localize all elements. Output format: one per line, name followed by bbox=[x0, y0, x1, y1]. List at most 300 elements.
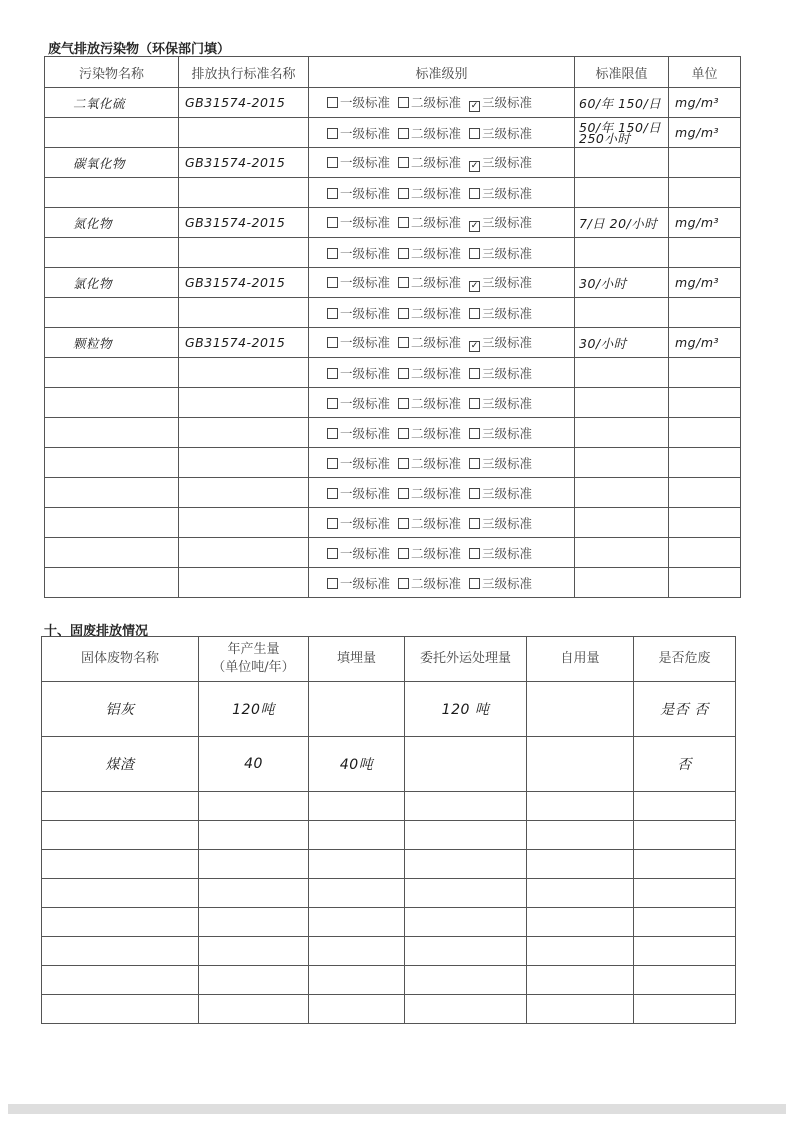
standard-name-cell[interactable]: GB31574-2015 bbox=[179, 268, 309, 298]
level-option bbox=[327, 514, 390, 532]
pollutant-name-cell[interactable] bbox=[45, 118, 179, 148]
level-option-label: 一级标准 bbox=[340, 215, 391, 230]
level-option bbox=[398, 574, 461, 592]
unit-cell[interactable]: mg/m³ bbox=[669, 118, 741, 148]
annual-amount-cell[interactable]: 40 bbox=[199, 737, 309, 792]
landfill-cell[interactable] bbox=[309, 995, 405, 1024]
level-checkbox[interactable]: ✓ bbox=[470, 221, 479, 231]
pollutant-name-cell[interactable] bbox=[45, 448, 179, 478]
unit-cell[interactable] bbox=[669, 148, 741, 178]
level-checkbox[interactable] bbox=[469, 578, 480, 589]
outsourced-cell[interactable] bbox=[405, 908, 527, 937]
standard-name-cell[interactable] bbox=[179, 298, 309, 328]
hazardous-cell[interactable] bbox=[634, 792, 736, 821]
waste-name-cell[interactable] bbox=[42, 879, 199, 908]
standard-level-cell bbox=[309, 358, 575, 388]
level-option bbox=[327, 244, 390, 262]
standard-limit-cell[interactable]: 30/小时 bbox=[575, 268, 669, 298]
level-checkbox[interactable] bbox=[398, 157, 409, 168]
standard-limit-cell[interactable] bbox=[575, 568, 669, 598]
hazardous-cell[interactable] bbox=[634, 995, 736, 1024]
standard-limit-cell[interactable]: 7/日 20/小时 bbox=[575, 208, 669, 238]
level-option bbox=[398, 304, 461, 322]
self-use-cell[interactable] bbox=[527, 850, 634, 879]
landfill-cell[interactable] bbox=[309, 682, 405, 737]
standard-level-cell bbox=[309, 478, 575, 508]
standard-limit-cell[interactable] bbox=[575, 538, 669, 568]
level-checkbox[interactable] bbox=[398, 488, 409, 499]
standard-name-cell[interactable]: GB31574-2015 bbox=[179, 208, 309, 238]
level-option bbox=[398, 93, 461, 111]
standard-name-cell[interactable]: GB31574-2015 bbox=[179, 88, 309, 118]
level-checkbox[interactable]: ✓ bbox=[470, 281, 479, 291]
standard-name-cell[interactable] bbox=[179, 538, 309, 568]
level-option bbox=[398, 514, 461, 532]
annual-amount-cell[interactable]: 120吨 bbox=[199, 682, 309, 737]
annual-amount-cell[interactable] bbox=[199, 937, 309, 966]
standard-name-cell[interactable] bbox=[179, 358, 309, 388]
solid-waste-row bbox=[42, 966, 736, 995]
level-option bbox=[469, 333, 532, 352]
unit-cell[interactable] bbox=[669, 388, 741, 418]
level-option-label: 一级标准 bbox=[340, 155, 391, 170]
level-checkbox[interactable] bbox=[327, 188, 338, 199]
annual-amount-cell[interactable] bbox=[199, 821, 309, 850]
level-checkbox[interactable] bbox=[398, 188, 409, 199]
level-option-label: 二级标准 bbox=[411, 245, 462, 261]
level-checkbox[interactable] bbox=[398, 368, 409, 379]
emissions-header-row bbox=[45, 57, 741, 88]
landfill-cell[interactable] bbox=[309, 821, 405, 850]
unit-cell[interactable] bbox=[669, 448, 741, 478]
level-option bbox=[469, 484, 532, 502]
emission-row bbox=[45, 268, 741, 298]
hazardous-cell[interactable] bbox=[634, 966, 736, 995]
standard-name-cell[interactable] bbox=[179, 478, 309, 508]
standard-name-cell[interactable] bbox=[179, 568, 309, 598]
pollutant-name-cell[interactable] bbox=[45, 418, 179, 448]
hazardous-cell[interactable]: 是否 否 bbox=[634, 682, 736, 737]
outsourced-cell[interactable] bbox=[405, 879, 527, 908]
level-option bbox=[398, 484, 461, 502]
level-option-label: 一级标准 bbox=[340, 125, 391, 141]
standard-level-cell bbox=[309, 448, 575, 478]
level-checkbox[interactable] bbox=[398, 578, 409, 589]
level-option bbox=[469, 184, 532, 202]
level-checkbox[interactable] bbox=[398, 398, 409, 409]
level-checkbox[interactable] bbox=[327, 518, 338, 529]
level-option bbox=[327, 574, 390, 592]
solid-waste-row bbox=[42, 879, 736, 908]
standard-level-cell bbox=[309, 508, 575, 538]
self-use-cell[interactable] bbox=[527, 821, 634, 850]
level-option-label: 三级标准 bbox=[482, 515, 533, 531]
landfill-cell[interactable] bbox=[309, 966, 405, 995]
unit-cell[interactable]: mg/m³ bbox=[669, 328, 741, 358]
level-option-label: 一级标准 bbox=[340, 395, 391, 411]
solid-waste-row bbox=[42, 737, 736, 792]
standard-limit-cell[interactable] bbox=[575, 238, 669, 268]
level-checkbox[interactable] bbox=[469, 368, 480, 379]
pollutant-name-cell[interactable] bbox=[45, 178, 179, 208]
hazardous-cell[interactable] bbox=[634, 908, 736, 937]
hazardous-cell[interactable] bbox=[634, 821, 736, 850]
level-checkbox[interactable] bbox=[327, 578, 338, 589]
standard-level-cell bbox=[309, 178, 575, 208]
level-checkbox[interactable] bbox=[327, 308, 338, 319]
hazardous-cell[interactable] bbox=[634, 937, 736, 966]
level-option-label: 一级标准 bbox=[340, 365, 391, 381]
outsourced-cell[interactable] bbox=[405, 995, 527, 1024]
emissions-section-title: 废气排放污染物（环保部门填） bbox=[48, 42, 231, 57]
level-option bbox=[398, 424, 461, 442]
level-checkbox[interactable] bbox=[327, 157, 338, 168]
emission-row bbox=[45, 238, 741, 268]
level-checkbox[interactable] bbox=[327, 458, 338, 469]
annual-amount-cell[interactable] bbox=[199, 966, 309, 995]
standard-name-cell[interactable] bbox=[179, 238, 309, 268]
level-checkbox[interactable] bbox=[398, 217, 409, 228]
emission-row bbox=[45, 388, 741, 418]
standard-level-cell bbox=[309, 538, 575, 568]
level-option-label: 二级标准 bbox=[411, 335, 462, 350]
pollutant-name-cell[interactable] bbox=[45, 388, 179, 418]
pollutant-name-cell[interactable] bbox=[45, 358, 179, 388]
level-option-label: 三级标准 bbox=[482, 275, 533, 290]
level-option-label: 三级标准 bbox=[482, 215, 533, 230]
level-checkbox[interactable] bbox=[469, 518, 480, 529]
emission-row bbox=[45, 148, 741, 178]
self-use-cell[interactable] bbox=[527, 879, 634, 908]
level-option bbox=[398, 213, 461, 231]
level-option-label: 二级标准 bbox=[411, 155, 462, 170]
solid-waste-row bbox=[42, 937, 736, 966]
level-checkbox[interactable] bbox=[398, 128, 409, 139]
level-option bbox=[327, 273, 390, 291]
outsourced-cell[interactable]: 120 吨 bbox=[405, 682, 527, 737]
level-option bbox=[469, 394, 532, 412]
level-option bbox=[398, 273, 461, 291]
level-option bbox=[327, 153, 390, 171]
unit-cell[interactable] bbox=[669, 508, 741, 538]
outsourced-cell[interactable] bbox=[405, 792, 527, 821]
level-option-label: 二级标准 bbox=[411, 575, 462, 591]
waste-name-cell[interactable] bbox=[42, 937, 199, 966]
level-checkbox[interactable] bbox=[469, 188, 480, 199]
pollutant-name-cell[interactable]: 颗粒物 bbox=[45, 328, 179, 358]
annual-amount-cell[interactable] bbox=[199, 850, 309, 879]
pollutant-name-cell[interactable]: 氯化物 bbox=[45, 268, 179, 298]
solid-waste-row bbox=[42, 908, 736, 937]
level-option bbox=[327, 213, 390, 231]
standard-name-cell[interactable] bbox=[179, 118, 309, 148]
level-option bbox=[327, 184, 390, 202]
level-option-label: 二级标准 bbox=[411, 455, 462, 471]
level-option-label: 二级标准 bbox=[411, 515, 462, 531]
level-option-label: 一级标准 bbox=[340, 275, 391, 290]
outsourced-cell[interactable] bbox=[405, 821, 527, 850]
level-checkbox[interactable] bbox=[398, 308, 409, 319]
level-checkbox[interactable] bbox=[327, 248, 338, 259]
level-option bbox=[327, 124, 390, 142]
self-use-cell[interactable] bbox=[527, 937, 634, 966]
level-option bbox=[398, 333, 461, 351]
level-checkbox[interactable] bbox=[327, 428, 338, 439]
level-checkbox[interactable] bbox=[327, 277, 338, 288]
self-use-cell[interactable] bbox=[527, 966, 634, 995]
standard-name-cell[interactable] bbox=[179, 418, 309, 448]
level-option bbox=[469, 304, 532, 322]
header-self-use: 自用量 bbox=[527, 637, 634, 682]
level-option-label: 二级标准 bbox=[411, 395, 462, 411]
level-option-label: 一级标准 bbox=[340, 485, 391, 501]
level-option bbox=[398, 184, 461, 202]
level-checkbox[interactable] bbox=[327, 128, 338, 139]
solid-waste-row bbox=[42, 792, 736, 821]
level-option bbox=[398, 544, 461, 562]
waste-name-cell[interactable] bbox=[42, 995, 199, 1024]
self-use-cell[interactable] bbox=[527, 737, 634, 792]
standard-limit-cell[interactable] bbox=[575, 508, 669, 538]
level-checkbox[interactable] bbox=[327, 97, 338, 108]
solid-waste-row bbox=[42, 995, 736, 1024]
standard-level-cell bbox=[309, 268, 575, 298]
standard-level-cell bbox=[309, 298, 575, 328]
level-option-label: 一级标准 bbox=[340, 305, 391, 321]
level-checkbox[interactable]: ✓ bbox=[470, 161, 479, 171]
pollutant-name-cell[interactable] bbox=[45, 238, 179, 268]
waste-name-cell[interactable] bbox=[42, 850, 199, 879]
level-option-label: 三级标准 bbox=[482, 155, 533, 170]
standard-name-cell[interactable] bbox=[179, 508, 309, 538]
level-option-label: 二级标准 bbox=[411, 125, 462, 141]
self-use-cell[interactable] bbox=[527, 995, 634, 1024]
pollutant-name-cell[interactable] bbox=[45, 478, 179, 508]
self-use-cell[interactable] bbox=[527, 792, 634, 821]
level-option-label: 一级标准 bbox=[340, 575, 391, 591]
level-option-label: 三级标准 bbox=[482, 185, 533, 201]
solid-waste-section-title: 十、固废排放情况 bbox=[44, 624, 149, 639]
hazardous-cell[interactable]: 否 bbox=[634, 737, 736, 792]
level-option-label: 三级标准 bbox=[482, 575, 533, 591]
standard-limit-cell[interactable] bbox=[575, 298, 669, 328]
level-option bbox=[469, 213, 532, 232]
outsourced-cell[interactable] bbox=[405, 937, 527, 966]
waste-name-cell[interactable] bbox=[42, 908, 199, 937]
level-option-label: 一级标准 bbox=[340, 545, 391, 561]
annual-amount-cell[interactable] bbox=[199, 995, 309, 1024]
level-checkbox[interactable] bbox=[469, 308, 480, 319]
level-checkbox[interactable]: ✓ bbox=[470, 101, 479, 111]
level-checkbox[interactable] bbox=[469, 128, 480, 139]
unit-cell[interactable] bbox=[669, 298, 741, 328]
standard-name-cell[interactable]: GB31574-2015 bbox=[179, 148, 309, 178]
level-checkbox[interactable] bbox=[327, 398, 338, 409]
level-option bbox=[469, 574, 532, 592]
emission-row bbox=[45, 208, 741, 238]
standard-limit-cell[interactable]: 30/小时 bbox=[575, 328, 669, 358]
pollutant-name-cell[interactable] bbox=[45, 568, 179, 598]
unit-cell[interactable] bbox=[669, 478, 741, 508]
waste-name-cell[interactable]: 铝灰 bbox=[42, 682, 199, 737]
landfill-cell[interactable] bbox=[309, 908, 405, 937]
pollutant-name-cell[interactable] bbox=[45, 508, 179, 538]
landfill-cell[interactable]: 40吨 bbox=[309, 737, 405, 792]
level-option-label: 二级标准 bbox=[411, 275, 462, 290]
level-checkbox[interactable] bbox=[398, 458, 409, 469]
unit-cell[interactable] bbox=[669, 538, 741, 568]
level-option-label: 三级标准 bbox=[482, 305, 533, 321]
level-option-label: 二级标准 bbox=[411, 365, 462, 381]
level-option-label: 三级标准 bbox=[482, 245, 533, 261]
standard-limit-cell[interactable] bbox=[575, 178, 669, 208]
emission-row bbox=[45, 298, 741, 328]
unit-cell[interactable] bbox=[669, 178, 741, 208]
header-hazardous: 是否危废 bbox=[634, 637, 736, 682]
standard-limit-cell[interactable]: 50/年 150/日 250小时 bbox=[575, 118, 669, 148]
standard-limit-cell[interactable] bbox=[575, 358, 669, 388]
level-checkbox[interactable] bbox=[398, 548, 409, 559]
level-checkbox[interactable] bbox=[469, 488, 480, 499]
header-standard-name: 排放执行标准名称 bbox=[179, 57, 309, 88]
emission-row bbox=[45, 418, 741, 448]
standard-level-cell bbox=[309, 568, 575, 598]
level-checkbox[interactable] bbox=[469, 398, 480, 409]
level-option-label: 二级标准 bbox=[411, 485, 462, 501]
level-option bbox=[398, 364, 461, 382]
standard-name-cell[interactable] bbox=[179, 178, 309, 208]
emission-row bbox=[45, 568, 741, 598]
unit-cell[interactable] bbox=[669, 358, 741, 388]
standard-limit-cell[interactable] bbox=[575, 148, 669, 178]
level-option-label: 二级标准 bbox=[411, 185, 462, 201]
hazardous-cell[interactable] bbox=[634, 879, 736, 908]
emission-row bbox=[45, 178, 741, 208]
level-option bbox=[469, 273, 532, 292]
waste-name-cell[interactable] bbox=[42, 821, 199, 850]
standard-limit-cell[interactable] bbox=[575, 418, 669, 448]
level-option bbox=[469, 124, 532, 142]
standard-level-cell bbox=[309, 148, 575, 178]
level-option bbox=[469, 514, 532, 532]
level-option-label: 一级标准 bbox=[340, 335, 391, 350]
standard-level-cell bbox=[309, 418, 575, 448]
level-checkbox[interactable] bbox=[327, 337, 338, 348]
unit-cell[interactable]: mg/m³ bbox=[669, 208, 741, 238]
waste-name-cell[interactable]: 煤渣 bbox=[42, 737, 199, 792]
level-checkbox[interactable] bbox=[398, 248, 409, 259]
level-option-label: 一级标准 bbox=[340, 95, 391, 110]
standard-limit-cell[interactable] bbox=[575, 448, 669, 478]
level-option bbox=[469, 424, 532, 442]
standard-limit-cell[interactable]: 60/年 150/日 bbox=[575, 88, 669, 118]
level-option-label: 一级标准 bbox=[340, 425, 391, 441]
annual-amount-cell[interactable] bbox=[199, 908, 309, 937]
level-checkbox[interactable] bbox=[398, 428, 409, 439]
unit-cell[interactable]: mg/m³ bbox=[669, 268, 741, 298]
landfill-cell[interactable] bbox=[309, 792, 405, 821]
level-option bbox=[469, 244, 532, 262]
landfill-cell[interactable] bbox=[309, 879, 405, 908]
annual-amount-cell[interactable] bbox=[199, 879, 309, 908]
hazardous-cell[interactable] bbox=[634, 850, 736, 879]
pollutant-name-cell[interactable]: 碳氧化物 bbox=[45, 148, 179, 178]
level-checkbox[interactable] bbox=[398, 97, 409, 108]
unit-cell[interactable] bbox=[669, 418, 741, 448]
level-option-label: 三级标准 bbox=[482, 365, 533, 381]
level-option bbox=[469, 544, 532, 562]
standard-name-cell[interactable] bbox=[179, 448, 309, 478]
standard-level-cell bbox=[309, 388, 575, 418]
unit-cell[interactable] bbox=[669, 568, 741, 598]
level-checkbox[interactable]: ✓ bbox=[470, 341, 479, 351]
waste-name-cell[interactable] bbox=[42, 966, 199, 995]
waste-name-cell[interactable] bbox=[42, 792, 199, 821]
level-checkbox[interactable] bbox=[398, 277, 409, 288]
level-option bbox=[327, 544, 390, 562]
emission-row bbox=[45, 88, 741, 118]
standard-name-cell[interactable]: GB31574-2015 bbox=[179, 328, 309, 358]
header-outsourced: 委托外运处理量 bbox=[405, 637, 527, 682]
unit-cell[interactable] bbox=[669, 238, 741, 268]
outsourced-cell[interactable] bbox=[405, 966, 527, 995]
level-option bbox=[469, 153, 532, 172]
pollutant-name-cell[interactable] bbox=[45, 298, 179, 328]
level-option-label: 三级标准 bbox=[482, 125, 533, 141]
unit-cell[interactable]: mg/m³ bbox=[669, 88, 741, 118]
outsourced-cell[interactable] bbox=[405, 737, 527, 792]
level-option bbox=[398, 394, 461, 412]
level-option bbox=[398, 124, 461, 142]
level-checkbox[interactable] bbox=[327, 217, 338, 228]
outsourced-cell[interactable] bbox=[405, 850, 527, 879]
self-use-cell[interactable] bbox=[527, 682, 634, 737]
level-option bbox=[327, 93, 390, 111]
level-checkbox[interactable] bbox=[469, 248, 480, 259]
emission-row bbox=[45, 448, 741, 478]
annual-amount-cell[interactable] bbox=[199, 792, 309, 821]
pollutant-name-cell[interactable] bbox=[45, 538, 179, 568]
landfill-cell[interactable] bbox=[309, 937, 405, 966]
pollutant-name-cell[interactable]: 氮化物 bbox=[45, 208, 179, 238]
level-option-label: 三级标准 bbox=[482, 455, 533, 471]
standard-level-cell bbox=[309, 88, 575, 118]
level-option-label: 二级标准 bbox=[411, 425, 462, 441]
landfill-cell[interactable] bbox=[309, 850, 405, 879]
header-pollutant-name: 污染物名称 bbox=[45, 57, 179, 88]
level-option bbox=[327, 304, 390, 322]
level-checkbox[interactable] bbox=[469, 458, 480, 469]
level-checkbox[interactable] bbox=[469, 428, 480, 439]
standard-name-cell[interactable] bbox=[179, 388, 309, 418]
self-use-cell[interactable] bbox=[527, 908, 634, 937]
level-checkbox[interactable] bbox=[327, 548, 338, 559]
header-landfill: 填埋量 bbox=[309, 637, 405, 682]
level-checkbox[interactable] bbox=[398, 518, 409, 529]
level-option bbox=[469, 454, 532, 472]
level-checkbox[interactable] bbox=[327, 368, 338, 379]
standard-level-cell bbox=[309, 328, 575, 358]
level-option bbox=[398, 153, 461, 171]
level-checkbox[interactable] bbox=[327, 488, 338, 499]
pollutant-name-cell[interactable]: 二氧化硫 bbox=[45, 88, 179, 118]
standard-level-cell bbox=[309, 238, 575, 268]
standard-limit-cell[interactable] bbox=[575, 388, 669, 418]
level-checkbox[interactable] bbox=[398, 337, 409, 348]
standard-limit-cell[interactable] bbox=[575, 478, 669, 508]
level-checkbox[interactable] bbox=[469, 548, 480, 559]
header-standard-limit: 标准限值 bbox=[575, 57, 669, 88]
